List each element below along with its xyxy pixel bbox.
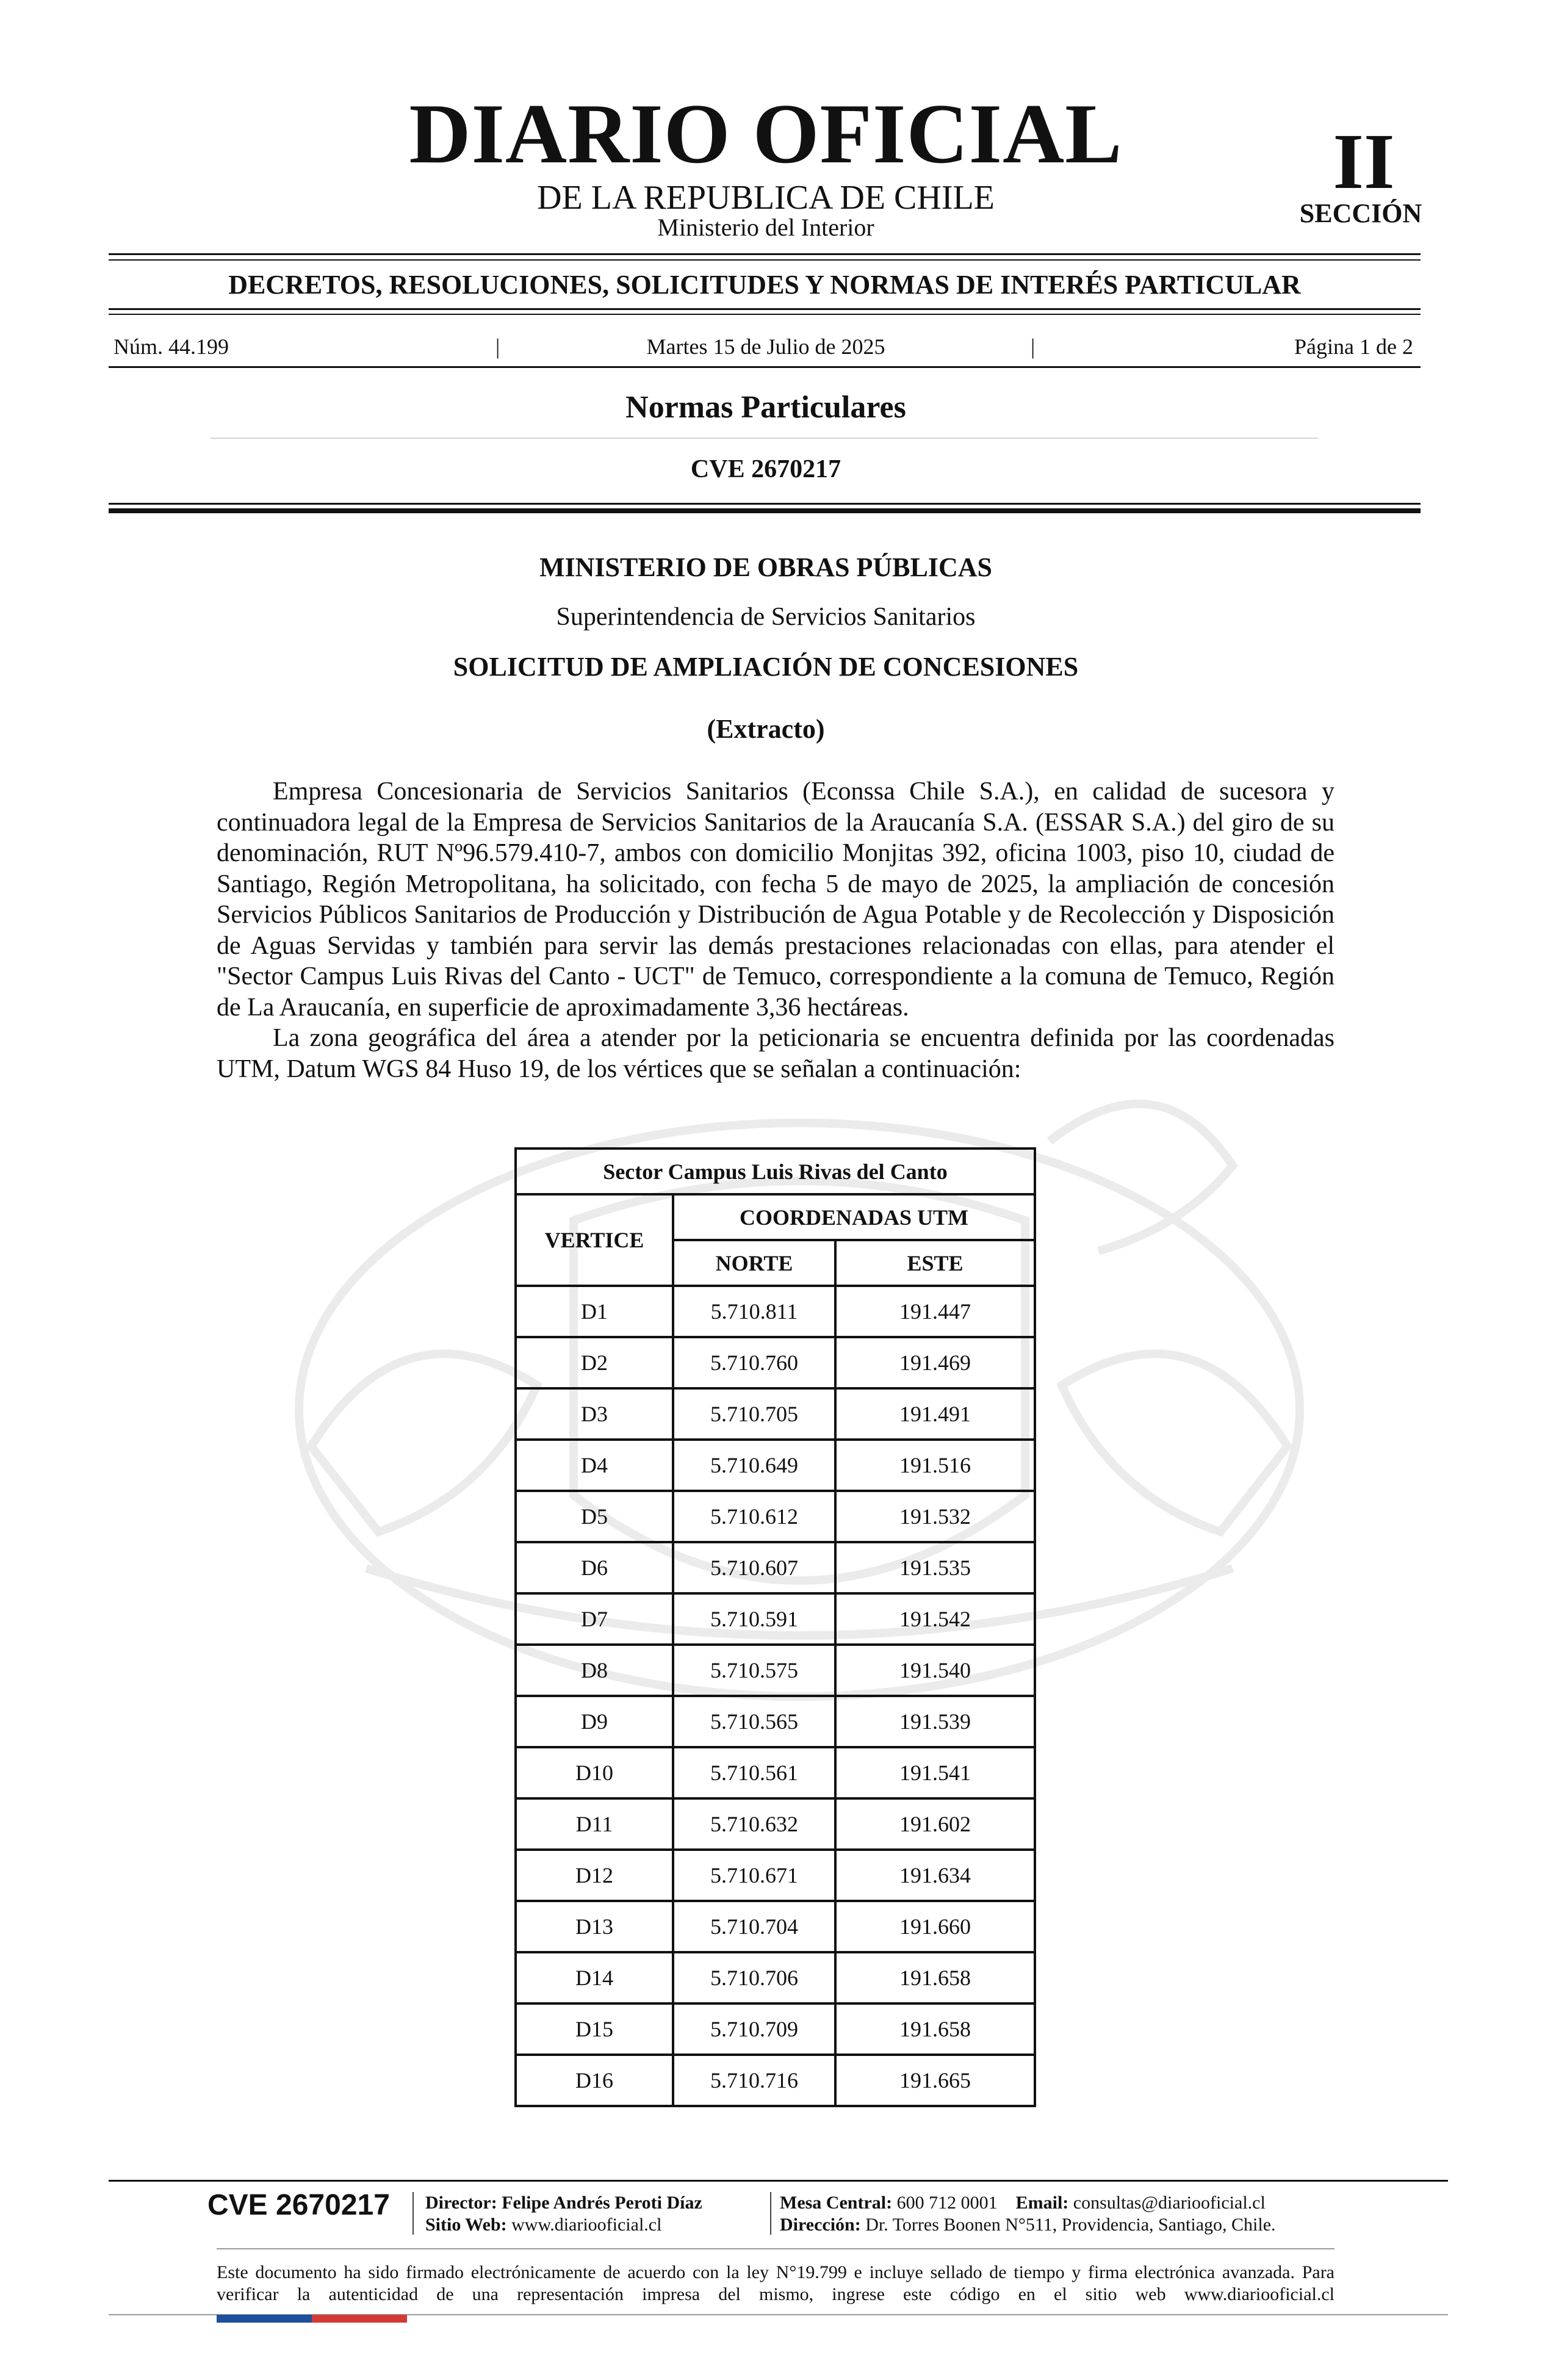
norte-cell: 5.710.705 (673, 1388, 835, 1440)
document-title: SOLICITUD DE AMPLIACIÓN DE CONCESIONES (453, 652, 1079, 682)
section-divider (211, 438, 1318, 439)
newspaper-subtitle: DE LA REPUBLICA DE CHILE (537, 179, 995, 217)
norte-cell: 5.710.612 (673, 1491, 835, 1542)
este-cell: 191.540 (835, 1645, 1035, 1696)
email-link[interactable]: consultas@diariooficial.cl (1073, 2193, 1266, 2213)
coordinates-table-wrapper (514, 1147, 1036, 2107)
flag-stripe-blue (217, 2315, 312, 2323)
table-row (516, 1952, 1035, 2003)
este-cell: 191.660 (835, 1901, 1035, 1952)
document-subtitle: (Extracto) (707, 714, 825, 744)
issue-date: Martes 15 de Julio de 2025 (646, 334, 885, 359)
masthead-rule-top (109, 253, 1421, 255)
norte-cell: 5.710.811 (673, 1286, 835, 1337)
address-value: Dr. Torres Boonen N°511, Providencia, Santiago, Chile. (865, 2215, 1276, 2235)
norte-cell: 5.710.760 (673, 1337, 835, 1388)
norte-cell: 5.710.704 (673, 1901, 835, 1952)
norte-cell: 5.710.632 (673, 1798, 835, 1850)
este-cell: 191.602 (835, 1798, 1035, 1850)
vertex-cell: D12 (516, 1850, 673, 1901)
vertex-cell: D14 (516, 1952, 673, 2003)
table-row (516, 1542, 1035, 1593)
meta-rule (109, 366, 1421, 368)
footer-divider (217, 2248, 1334, 2249)
meta-separator: | (1031, 334, 1036, 359)
vertex-cell: D8 (516, 1645, 673, 1696)
este-cell: 191.535 (835, 1542, 1035, 1593)
norte-cell: 5.710.649 (673, 1440, 835, 1491)
phone-label: Mesa Central: (780, 2193, 893, 2213)
address-label: Dirección: (780, 2215, 861, 2235)
table-row (516, 1645, 1035, 1696)
page-indicator: Página 1 de 2 (1294, 334, 1413, 359)
coordinates-table (514, 1147, 1036, 2107)
table-body (516, 1286, 1035, 2106)
body-paragraph: Empresa Concesionaria de Servicios Sanitarios (Econssa Chile S.A.), en calidad de sucesora y continuadora legal de la Empresa de Servicios Sanitarios de la Araucanía S.A. (ESSAR S.A.) del giro de su denominación, RUT Nº96.579.410-7, ambos con domicilio Monjitas 392, oficina 1003, piso 10, ciudad de Santiago, Región Metropolitana, ha solicitado, con fecha 5 de mayo de 2025, la ampliación de concesión Servicios Públicos Sanitarios de Producción y Distribución de Agua Potable y de Recolección y Disposición de Aguas Servidas y también para servir las demás prestaciones relacionadas con ellas, para atender el "Sector Campus Luis Rivas del Canto - UCT" de Temuco, correspondiente a la comuna de Temuco, Región de La Araucanía, en superficie de aproximadamente 3,36 hectáreas. (217, 777, 1334, 1022)
band-rule-bottom-thin (109, 314, 1421, 315)
footer-cve: CVE 2670217 (207, 2189, 390, 2221)
document-body (217, 776, 1334, 1084)
director-label: Director: (425, 2193, 497, 2213)
este-cell: 191.658 (835, 1952, 1035, 2003)
vertex-cell: D2 (516, 1337, 673, 1388)
este-cell: 191.634 (835, 1850, 1035, 1901)
norte-cell: 5.710.561 (673, 1747, 835, 1798)
este-cell: 191.665 (835, 2055, 1035, 2106)
table-row (516, 1337, 1035, 1388)
norte-cell: 5.710.575 (673, 1645, 835, 1696)
table-row (516, 1901, 1035, 1952)
column-header-vertice: VERTICE (516, 1194, 673, 1286)
table-row (516, 1747, 1035, 1798)
vertex-cell: D4 (516, 1440, 673, 1491)
header-rule (109, 503, 1421, 505)
table-row (516, 2003, 1035, 2055)
table-row (516, 1798, 1035, 1850)
email-label: Email: (1015, 2193, 1069, 2213)
table-row (516, 1440, 1035, 1491)
table-row (516, 1850, 1035, 1901)
vertex-cell: D16 (516, 2055, 673, 2106)
section-title: Normas Particulares (625, 390, 906, 425)
este-cell: 191.541 (835, 1747, 1035, 1798)
section-band-title: DECRETOS, RESOLUCIONES, SOLICITUDES Y NORMAS DE INTERÉS PARTICULAR (228, 270, 1301, 300)
flag-stripe-red (312, 2315, 407, 2323)
table-row (516, 1388, 1035, 1440)
table-caption: Sector Campus Luis Rivas del Canto (516, 1149, 1035, 1194)
norte-cell: 5.710.716 (673, 2055, 835, 2106)
phone-value: 600 712 0001 (896, 2193, 998, 2213)
vertex-cell: D9 (516, 1696, 673, 1747)
document-ministry: MINISTERIO DE OBRAS PÚBLICAS (539, 552, 993, 582)
norte-cell: 5.710.709 (673, 2003, 835, 2055)
issue-number: Núm. 44.199 (113, 334, 229, 359)
vertex-cell: D3 (516, 1388, 673, 1440)
footer-separator (770, 2192, 771, 2235)
document-agency: Superintendencia de Servicios Sanitarios (556, 603, 976, 631)
vertex-cell: D10 (516, 1747, 673, 1798)
table-row (516, 1491, 1035, 1542)
este-cell: 191.532 (835, 1491, 1035, 1542)
meta-separator: | (495, 334, 500, 359)
section-label: SECCIÓN (1299, 198, 1422, 228)
cve-header: CVE 2670217 (690, 455, 841, 483)
vertex-cell: D5 (516, 1491, 673, 1542)
vertex-cell: D6 (516, 1542, 673, 1593)
este-cell: 191.447 (835, 1286, 1035, 1337)
norte-cell: 5.710.607 (673, 1542, 835, 1593)
footer-director-block (425, 2192, 702, 2236)
norte-cell: 5.710.591 (673, 1593, 835, 1645)
footer-rule (109, 2180, 1448, 2182)
newspaper-title: DIARIO OFICIAL (409, 87, 1123, 181)
footer-separator (412, 2192, 414, 2235)
este-cell: 191.516 (835, 1440, 1035, 1491)
table-row (516, 2055, 1035, 2106)
este-cell: 191.542 (835, 1593, 1035, 1645)
este-cell: 191.491 (835, 1388, 1035, 1440)
este-cell: 191.658 (835, 2003, 1035, 2055)
vertex-cell: D15 (516, 2003, 673, 2055)
vertex-cell: D13 (516, 1901, 673, 1952)
este-cell: 191.539 (835, 1696, 1035, 1747)
website-label: Sitio Web: (425, 2215, 507, 2235)
section-number: II (1333, 118, 1395, 206)
footer-contact-block (780, 2192, 1276, 2236)
column-group-header: COORDENADAS UTM (673, 1194, 1035, 1240)
table-row (516, 1593, 1035, 1645)
website-link[interactable]: www.diariooficial.cl (511, 2215, 662, 2235)
vertex-cell: D11 (516, 1798, 673, 1850)
norte-cell: 5.710.565 (673, 1696, 835, 1747)
vertex-cell: D7 (516, 1593, 673, 1645)
table-row (516, 1696, 1035, 1747)
band-rule-bottom (109, 308, 1421, 310)
director-name: Felipe Andrés Peroti Díaz (502, 2193, 702, 2213)
este-cell: 191.469 (835, 1337, 1035, 1388)
norte-cell: 5.710.671 (673, 1850, 835, 1901)
column-header-norte: NORTE (673, 1240, 835, 1286)
vertex-cell: D1 (516, 1286, 673, 1337)
body-paragraph: La zona geográfica del área a atender por la peticionaria se encuentra definida por las coordenadas UTM, Datum WGS 84 Huso 19, de los vértices que se señalan a continuación: (217, 1024, 1334, 1083)
column-header-este: ESTE (835, 1240, 1035, 1286)
table-row (516, 1286, 1035, 1337)
signature-note: Este documento ha sido firmado electrónicamente de acuerdo con la ley N°19.799 e incluye sellado de tiempo y firma electrónica avanzada. Para verificar la autenticidad de una representación impresa del mismo, ingrese este código en el sitio web www.diariooficial.cl (217, 2262, 1334, 2304)
masthead-rule-top-thin (109, 259, 1421, 261)
ministry-line: Ministerio del Interior (657, 214, 874, 241)
header-rule-thick (109, 508, 1421, 513)
norte-cell: 5.710.706 (673, 1952, 835, 2003)
